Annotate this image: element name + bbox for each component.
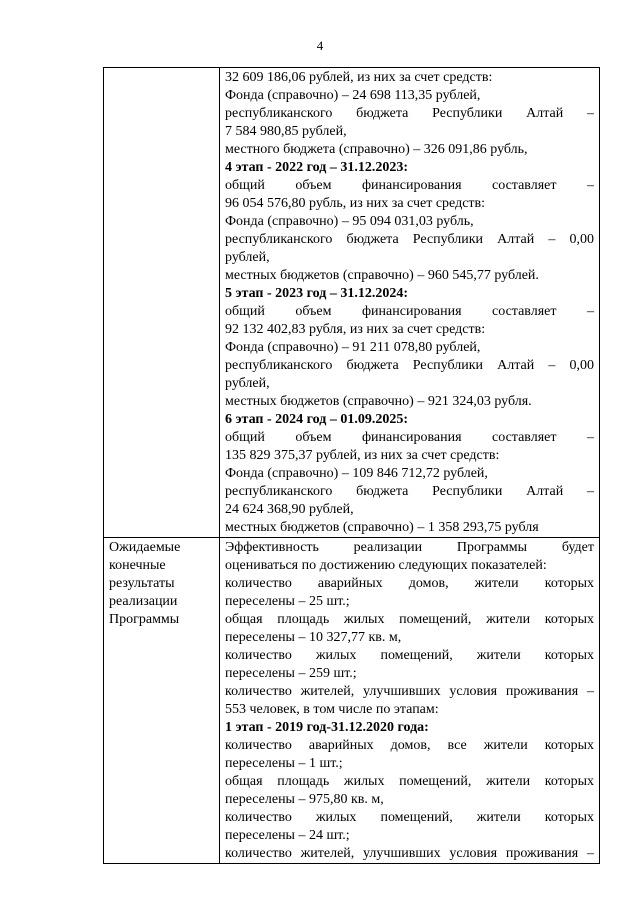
row-label-cell: [104, 538, 220, 864]
content-line: переселены – 259 шт.;: [225, 666, 357, 681]
row-label-cell: [104, 68, 220, 538]
content-line: переселены – 1 шт.;: [225, 756, 343, 771]
content-line: Эффективность реализации Программы будет: [225, 540, 594, 555]
content-line: общий объем финансирования составляет –: [225, 178, 594, 193]
content-line: 7 584 980,85 рублей,: [225, 124, 347, 139]
row-label-line: результаты: [109, 576, 175, 591]
stage-heading-line: 5 этап - 2023 год – 31.12.2024:: [225, 286, 408, 301]
content-line: Фонда (справочно) – 24 698 113,35 рублей,: [225, 88, 481, 103]
content-line: переселены – 24 шт.;: [225, 828, 350, 843]
content-line: республиканского бюджета Республики Алтай –: [225, 484, 594, 499]
stage-heading-line: 1 этап - 2019 год-31.12.2020 года:: [225, 720, 429, 735]
content-line: общий объем финансирования составляет –: [225, 430, 594, 445]
content-line: количество жилых помещений, жители которых: [225, 648, 594, 663]
content-line: количество жителей, улучшивших условия проживания –: [225, 684, 594, 699]
content-line: местных бюджетов (справочно) – 960 545,77 рублей.: [225, 268, 539, 283]
content-line: оцениваться по достижению следующих показателей:: [225, 558, 547, 573]
page-number: 4: [316, 38, 324, 53]
content-line: республиканского бюджета Республики Алтай – 0,00: [225, 232, 594, 247]
row-label-line: Ожидаемые: [109, 540, 181, 555]
stage-heading-line: 4 этап - 2022 год – 31.12.2023:: [225, 160, 408, 175]
program-passport-table: [103, 67, 600, 864]
content-line: 96 054 576,80 рубль, из них за счет средств:: [225, 196, 486, 211]
content-line: 553 человек, в том числе по этапам:: [225, 702, 439, 717]
row-label-line: Программы: [109, 612, 180, 627]
row-label-line: конечные: [109, 558, 166, 573]
content-line: 135 829 375,37 рублей, из них за счет средств:: [225, 448, 500, 463]
content-line: 32 609 186,06 рублей, из них за счет средств:: [225, 70, 493, 85]
content-line: местного бюджета (справочно) – 326 091,86 рубль,: [225, 142, 528, 157]
content-line: рублей,: [225, 376, 270, 391]
content-line: Фонда (справочно) – 109 846 712,72 рублей,: [225, 466, 488, 481]
row-content-cell: [220, 538, 600, 864]
content-line: республиканского бюджета Республики Алтай – 0,00: [225, 358, 594, 373]
content-line: Фонда (справочно) – 95 094 031,03 рубль,: [225, 214, 474, 229]
row-label-line: реализации: [109, 594, 178, 609]
content-line: общая площадь жилых помещений, жители которых: [225, 774, 594, 789]
table-body: [104, 68, 600, 864]
stage-heading-line: 6 этап - 2024 год – 01.09.2025:: [225, 412, 408, 427]
table-row: [104, 538, 600, 864]
content-line: количество аварийных домов, жители которых: [225, 576, 594, 591]
content-line: переселены – 975,80 кв. м,: [225, 792, 384, 807]
content-line: республиканского бюджета Республики Алтай –: [225, 106, 594, 121]
content-line: 24 624 368,90 рублей,: [225, 502, 354, 517]
content-line: количество аварийных домов, все жители которых: [225, 738, 594, 753]
content-line: местных бюджетов (справочно) – 921 324,03 рубля.: [225, 394, 532, 409]
content-line: 92 132 402,83 рубля, из них за счет средств:: [225, 322, 486, 337]
table-row: [104, 68, 600, 538]
content-line: общая площадь жилых помещений, жители которых: [225, 612, 594, 627]
row-content-cell: [220, 68, 600, 538]
content-line: количество жителей, улучшивших условия проживания –: [225, 846, 594, 861]
content-line: рублей,: [225, 250, 270, 265]
content-line: местных бюджетов (справочно) – 1 358 293,75 рубля: [225, 520, 539, 535]
content-line: переселены – 25 шт.;: [225, 594, 350, 609]
content-line: переселены – 10 327,77 кв. м,: [225, 630, 402, 645]
content-line: общий объем финансирования составляет –: [225, 304, 594, 319]
content-line: количество жилых помещений, жители которых: [225, 810, 594, 825]
content-line: Фонда (справочно) – 91 211 078,80 рублей,: [225, 340, 481, 355]
